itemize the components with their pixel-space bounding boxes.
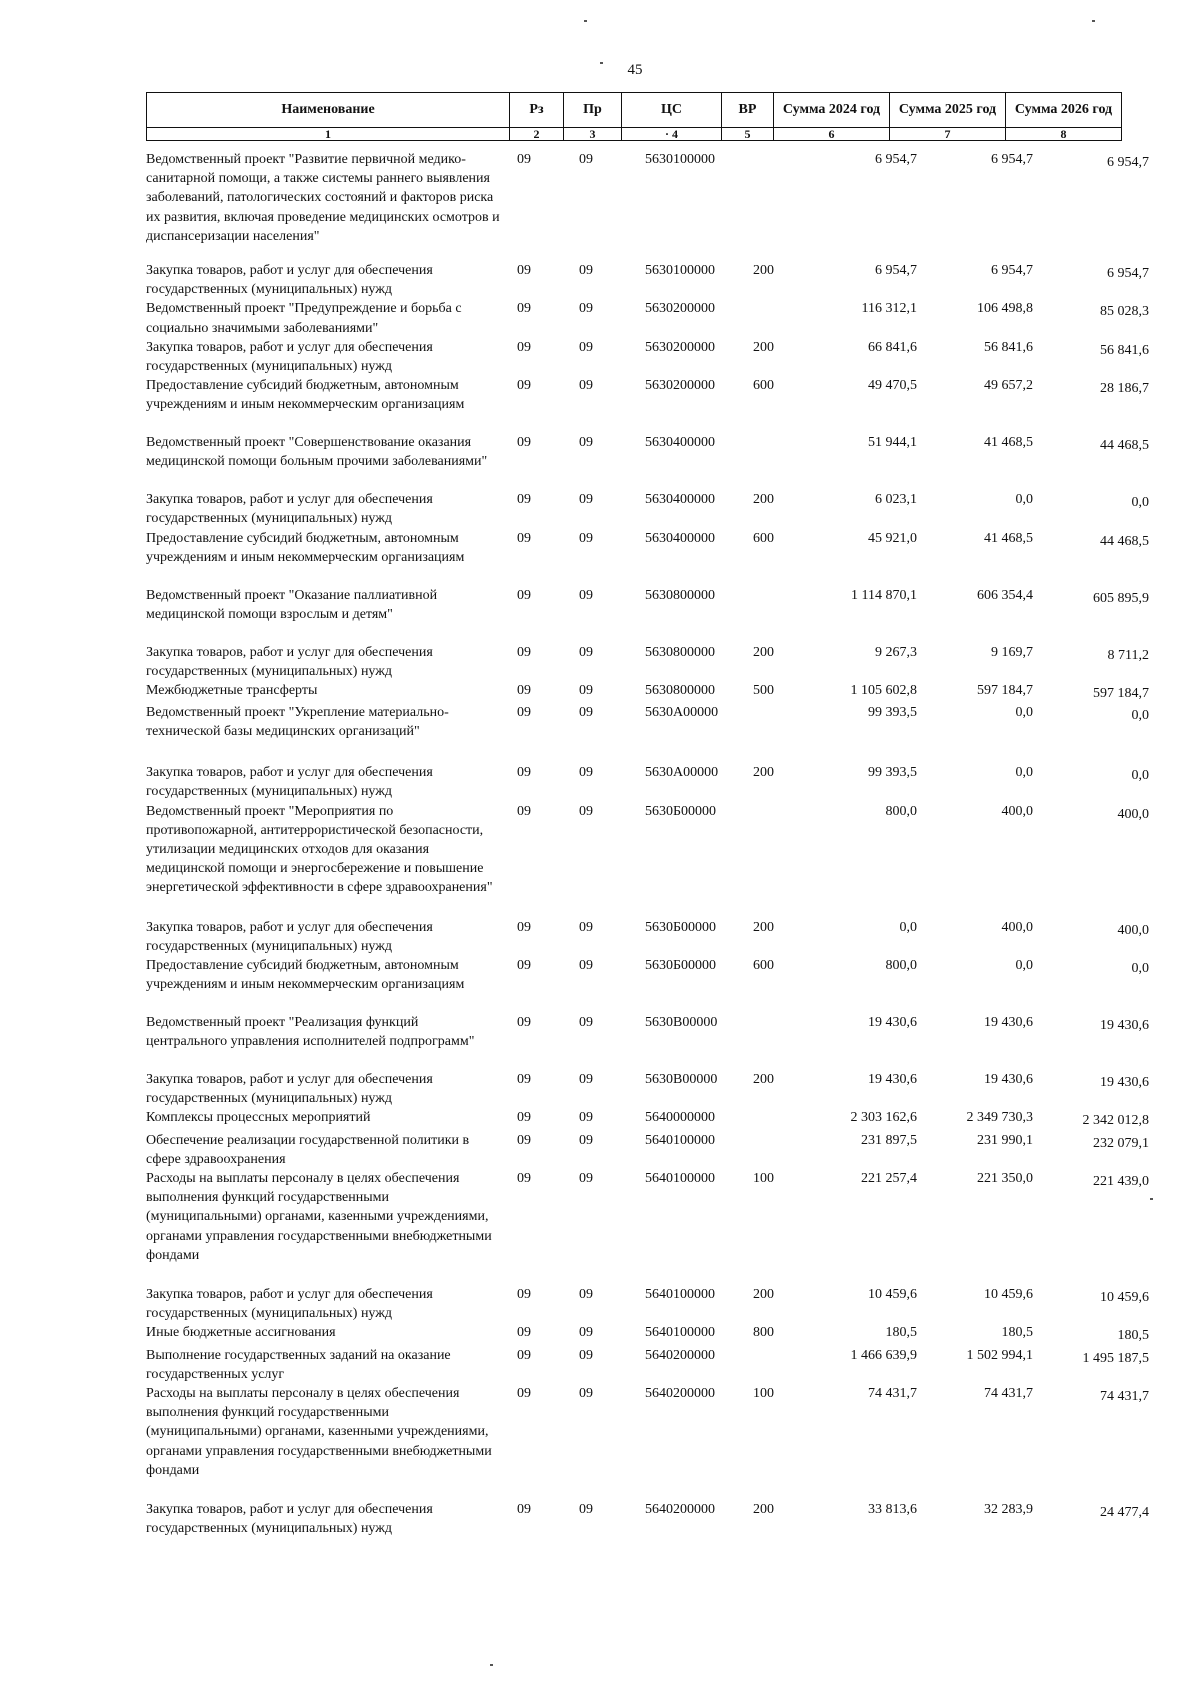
row-sum-2026: 180,5	[1117, 1328, 1149, 1344]
row-vr	[745, 1013, 805, 1070]
row-cs: 5630А00000	[645, 705, 719, 721]
row-cs: 5630А00000	[645, 765, 719, 781]
row-cs: 5630400000	[645, 492, 715, 508]
row-sum-2026: 1 495 187,5	[1082, 1350, 1149, 1366]
row-pr: 09	[579, 1132, 593, 1148]
row-cs: 5640100000	[645, 1132, 715, 1148]
row-vr	[745, 1108, 805, 1130]
row-sum-2024: 66 841,6	[868, 339, 917, 355]
row-sum-2026: 400,0	[1117, 806, 1149, 822]
row-name: Ведомственный проект "Мероприятия по противопожарной, антитеррористической безопасности, утилизации медицинских отходов для оказания медицинской помощи и энергосбережение и повышение энергетической эффективности в сфере здравоохранения"	[146, 803, 493, 896]
row-cs: 5630Б00000	[645, 958, 717, 974]
budget-table-body	[146, 150, 1153, 1540]
row-sum-2025: 41 468,5	[984, 435, 1033, 451]
column-number: 6	[774, 128, 890, 141]
row-cs: 5630200000	[645, 339, 715, 355]
row-cs: 5630800000	[645, 587, 715, 603]
row-vr	[745, 433, 805, 490]
row-cs: 5630100000	[645, 152, 715, 167]
row-rz: 09	[517, 587, 531, 603]
row-sum-2025: 6 954,7	[991, 152, 1033, 167]
row-vr	[745, 150, 805, 261]
scan-artifact-dot	[600, 62, 603, 64]
scan-artifact-dot	[584, 20, 587, 22]
row-name: Предоставление субсидий бюджетным, автономным учреждениям и иным некоммерческим организациям	[146, 530, 465, 565]
row-vr: 200	[753, 339, 774, 355]
row-cs: 5640100000	[645, 1325, 715, 1341]
row-vr	[745, 586, 805, 643]
row-sum-2024: 99 393,5	[868, 765, 917, 781]
row-sum-2024: 0,0	[899, 919, 917, 935]
row-name: Ведомственный проект "Реализация функций центрального управления исполнителей подпрограмм"	[146, 1015, 475, 1050]
table-row	[146, 1169, 1153, 1285]
table-row	[146, 490, 1153, 528]
row-sum-2026: 56 841,6	[1100, 342, 1149, 358]
table-row	[146, 956, 1153, 1013]
header-cs: ЦС	[622, 93, 722, 128]
row-sum-2025: 400,0	[1001, 803, 1033, 819]
row-pr: 09	[579, 1072, 593, 1088]
table-row	[146, 1131, 1153, 1169]
row-sum-2024: 800,0	[885, 803, 917, 819]
row-cs: 5630800000	[645, 644, 715, 660]
row-pr: 09	[579, 644, 593, 660]
row-cs: 5630Б00000	[645, 919, 717, 935]
row-vr: 200	[753, 263, 774, 278]
row-pr: 09	[579, 1287, 593, 1303]
row-vr	[745, 299, 805, 337]
row-name: Закупка товаров, работ и услуг для обеспечения государственных (муниципальных) нужд	[146, 644, 433, 679]
table-row	[146, 763, 1153, 801]
row-rz: 09	[517, 1171, 531, 1187]
row-name: Закупка товаров, работ и услуг для обеспечения государственных (муниципальных) нужд	[146, 492, 433, 527]
row-sum-2026: 0,0	[1131, 708, 1149, 724]
row-vr: 600	[753, 378, 774, 394]
row-sum-2026: 6 954,7	[1107, 155, 1149, 170]
row-rz: 09	[517, 530, 531, 546]
table-row	[146, 1285, 1153, 1323]
row-sum-2025: 0,0	[1015, 705, 1033, 721]
table-row	[146, 1500, 1153, 1540]
row-pr: 09	[579, 152, 593, 167]
row-rz: 09	[517, 683, 531, 699]
table-row	[146, 376, 1153, 433]
row-sum-2024: 9 267,3	[875, 644, 917, 660]
table-row	[146, 338, 1153, 376]
row-vr: 200	[753, 492, 774, 508]
row-sum-2025: 6 954,7	[991, 263, 1033, 278]
row-name: Ведомственный проект "Развитие первичной медико-санитарной помощи, а также системы раннего выявления заболеваний, патологических состояний и факторов риска их развития, включая проведение медицинских осмотров и диспансеризации населения"	[146, 152, 500, 244]
row-cs: 5630400000	[645, 435, 715, 451]
row-sum-2024: 1 466 639,9	[850, 1347, 917, 1363]
row-sum-2026: 400,0	[1117, 922, 1149, 938]
table-row	[146, 681, 1153, 703]
row-cs: 5630В00000	[645, 1015, 718, 1031]
row-pr: 09	[579, 263, 593, 278]
table-row	[146, 299, 1153, 337]
row-sum-2024: 2 303 162,6	[850, 1110, 917, 1126]
row-vr: 800	[753, 1325, 774, 1341]
row-sum-2024: 99 393,5	[868, 705, 917, 721]
row-vr: 200	[753, 1072, 774, 1088]
table-row	[146, 529, 1153, 586]
row-sum-2026: 2 342 012,8	[1082, 1113, 1149, 1129]
row-pr: 09	[579, 492, 593, 508]
row-pr: 09	[579, 1502, 593, 1518]
row-sum-2026: 19 430,6	[1100, 1018, 1149, 1034]
column-number: 8	[1006, 128, 1122, 141]
row-sum-2026: 232 079,1	[1093, 1135, 1149, 1151]
row-pr: 09	[579, 1386, 593, 1402]
row-sum-2025: 0,0	[1015, 492, 1033, 508]
row-sum-2024: 180,5	[885, 1325, 917, 1341]
row-rz: 09	[517, 1072, 531, 1088]
row-name: Выполнение государственных заданий на оказание государственных услуг	[146, 1347, 451, 1382]
row-sum-2025: 56 841,6	[984, 339, 1033, 355]
row-pr: 09	[579, 301, 593, 317]
row-name: Комплексы процессных мероприятий	[146, 1110, 371, 1126]
table-row	[146, 1108, 1153, 1130]
row-sum-2025: 400,0	[1001, 919, 1033, 935]
row-rz: 09	[517, 435, 531, 451]
header-pr: Пр	[564, 93, 622, 128]
row-vr	[745, 802, 805, 918]
row-cs: 5630200000	[645, 378, 715, 394]
row-cs: 5630400000	[645, 530, 715, 546]
row-cs: 5630В00000	[645, 1072, 718, 1088]
row-name: Ведомственный проект "Укрепление материально-технической базы медицинских организаций"	[146, 705, 449, 740]
row-vr: 600	[753, 530, 774, 546]
row-sum-2025: 41 468,5	[984, 530, 1033, 546]
row-cs: 5640200000	[645, 1502, 715, 1518]
row-rz: 09	[517, 492, 531, 508]
scan-artifact-dot	[1092, 20, 1095, 22]
row-cs: 5630100000	[645, 263, 715, 278]
header-sum-2026: Сумма 2026 год	[1006, 93, 1122, 128]
row-pr: 09	[579, 530, 593, 546]
row-cs: 5630Б00000	[645, 803, 717, 819]
table-row	[146, 1070, 1153, 1108]
row-sum-2026: 44 468,5	[1100, 533, 1149, 549]
row-sum-2024: 33 813,6	[868, 1502, 917, 1518]
header-sum-2025: Сумма 2025 год	[890, 93, 1006, 128]
table-row	[146, 1346, 1153, 1384]
row-sum-2025: 74 431,7	[984, 1386, 1033, 1402]
row-pr: 09	[579, 705, 593, 721]
row-sum-2026: 28 186,7	[1100, 381, 1149, 397]
row-rz: 09	[517, 1015, 531, 1031]
row-vr	[745, 1131, 805, 1169]
row-rz: 09	[517, 263, 531, 278]
row-sum-2025: 597 184,7	[977, 683, 1033, 699]
row-vr: 200	[753, 1502, 774, 1518]
row-sum-2025: 10 459,6	[984, 1287, 1033, 1303]
row-sum-2026: 597 184,7	[1093, 686, 1149, 702]
row-pr: 09	[579, 1015, 593, 1031]
row-sum-2026: 24 477,4	[1100, 1505, 1149, 1521]
row-vr: 200	[753, 765, 774, 781]
row-sum-2025: 231 990,1	[977, 1132, 1033, 1148]
row-pr: 09	[579, 587, 593, 603]
row-name: Закупка товаров, работ и услуг для обеспечения государственных (муниципальных) нужд	[146, 919, 433, 954]
row-sum-2025: 49 657,2	[984, 378, 1033, 394]
row-pr: 09	[579, 683, 593, 699]
row-name: Ведомственный проект "Предупреждение и борьба с социально значимыми заболеваниями"	[146, 301, 462, 336]
header-name: Наименование	[147, 93, 510, 128]
row-vr	[745, 1346, 805, 1384]
row-name: Закупка товаров, работ и услуг для обеспечения государственных (муниципальных) нужд	[146, 1072, 433, 1107]
row-sum-2024: 74 431,7	[868, 1386, 917, 1402]
row-cs: 5630200000	[645, 301, 715, 317]
table-row	[146, 918, 1153, 956]
row-sum-2024: 51 944,1	[868, 435, 917, 451]
row-sum-2024: 221 257,4	[861, 1171, 917, 1187]
row-rz: 09	[517, 1502, 531, 1518]
column-number: 2	[510, 128, 564, 141]
table-row	[146, 643, 1153, 681]
row-cs: 5640200000	[645, 1347, 715, 1363]
row-rz: 09	[517, 1287, 531, 1303]
row-pr: 09	[579, 1110, 593, 1126]
row-sum-2026: 19 430,6	[1100, 1075, 1149, 1091]
row-rz: 09	[517, 1132, 531, 1148]
row-cs: 5640100000	[645, 1171, 715, 1187]
row-pr: 09	[579, 1347, 593, 1363]
row-cs: 5630800000	[645, 683, 715, 699]
row-sum-2025: 19 430,6	[984, 1015, 1033, 1031]
row-sum-2024: 19 430,6	[868, 1072, 917, 1088]
row-rz: 09	[517, 1386, 531, 1402]
column-number: 1	[147, 128, 510, 141]
row-pr: 09	[579, 958, 593, 974]
row-rz: 09	[517, 1325, 531, 1341]
table-row	[146, 1323, 1153, 1345]
row-sum-2026: 6 954,7	[1107, 266, 1149, 281]
row-name: Предоставление субсидий бюджетным, автономным учреждениям и иным некоммерческим организациям	[146, 378, 465, 413]
row-rz: 09	[517, 301, 531, 317]
row-sum-2025: 221 350,0	[977, 1171, 1033, 1187]
row-sum-2024: 116 312,1	[861, 301, 917, 317]
row-sum-2026: 605 895,9	[1093, 590, 1149, 606]
row-sum-2024: 6 954,7	[875, 263, 917, 278]
scan-artifact-dot	[490, 1664, 493, 1666]
header-sum-2024: Сумма 2024 год	[774, 93, 890, 128]
row-sum-2025: 180,5	[1001, 1325, 1033, 1341]
row-pr: 09	[579, 919, 593, 935]
table-row	[146, 433, 1153, 490]
row-vr: 100	[753, 1171, 774, 1187]
row-sum-2025: 9 169,7	[991, 644, 1033, 660]
row-rz: 09	[517, 919, 531, 935]
row-name: Закупка товаров, работ и услуг для обеспечения государственных (муниципальных) нужд	[146, 1502, 433, 1537]
row-name: Предоставление субсидий бюджетным, автономным учреждениям и иным некоммерческим организациям	[146, 958, 465, 993]
row-name: Ведомственный проект "Совершенствование оказания медицинской помощи больным прочими заболеваниями"	[146, 435, 488, 470]
row-vr: 100	[753, 1386, 774, 1402]
row-pr: 09	[579, 803, 593, 819]
row-pr: 09	[579, 1325, 593, 1341]
column-number: 3	[564, 128, 622, 141]
row-rz: 09	[517, 378, 531, 394]
row-vr: 200	[753, 919, 774, 935]
row-sum-2025: 106 498,8	[977, 301, 1033, 317]
row-name: Закупка товаров, работ и услуг для обеспечения государственных (муниципальных) нужд	[146, 263, 433, 298]
row-sum-2025: 0,0	[1015, 765, 1033, 781]
table-row	[146, 1013, 1153, 1070]
row-vr	[745, 703, 805, 763]
row-sum-2026: 8 711,2	[1107, 647, 1149, 663]
row-sum-2024: 800,0	[885, 958, 917, 974]
row-name: Закупка товаров, работ и услуг для обеспечения государственных (муниципальных) нужд	[146, 1287, 433, 1322]
column-number: · 4	[622, 128, 722, 141]
row-rz: 09	[517, 958, 531, 974]
row-name: Иные бюджетные ассигнования	[146, 1325, 336, 1341]
row-sum-2026: 74 431,7	[1100, 1389, 1149, 1405]
row-sum-2025: 32 283,9	[984, 1502, 1033, 1518]
row-sum-2025: 19 430,6	[984, 1072, 1033, 1088]
row-vr: 600	[753, 958, 774, 974]
row-pr: 09	[579, 339, 593, 355]
row-rz: 09	[517, 1347, 531, 1363]
row-sum-2026: 10 459,6	[1100, 1290, 1149, 1306]
row-sum-2026: 0,0	[1131, 768, 1149, 784]
row-rz: 09	[517, 1110, 531, 1126]
row-sum-2026: 0,0	[1131, 495, 1149, 511]
row-sum-2024: 1 114 870,1	[851, 587, 917, 603]
row-name: Расходы на выплаты персоналу в целях обеспечения выполнения функций государственными (муниципальными) органами, казенными учреждениями, органами управления государственными внебюджетными фондами	[146, 1386, 492, 1478]
row-sum-2024: 10 459,6	[868, 1287, 917, 1303]
header-vr: ВР	[722, 93, 774, 128]
row-sum-2025: 606 354,4	[977, 587, 1033, 603]
table-row	[146, 1384, 1153, 1500]
row-sum-2024: 231 897,5	[861, 1132, 917, 1148]
row-rz: 09	[517, 765, 531, 781]
row-rz: 09	[517, 705, 531, 721]
row-sum-2024: 45 921,0	[868, 530, 917, 546]
row-sum-2026: 221 439,0	[1093, 1174, 1149, 1190]
row-pr: 09	[579, 765, 593, 781]
table-row	[146, 150, 1153, 261]
row-vr: 500	[753, 683, 774, 699]
row-name: Ведомственный проект "Оказание паллиативной медицинской помощи взрослым и детям"	[146, 587, 438, 622]
row-sum-2024: 49 470,5	[868, 378, 917, 394]
row-sum-2024: 1 105 602,8	[850, 683, 917, 699]
row-sum-2026: 85 028,3	[1100, 304, 1149, 320]
row-cs: 5640200000	[645, 1386, 715, 1402]
row-vr: 200	[753, 1287, 774, 1303]
row-cs: 5640000000	[645, 1110, 715, 1126]
row-sum-2025: 2 349 730,3	[966, 1110, 1033, 1126]
row-sum-2024: 19 430,6	[868, 1015, 917, 1031]
row-sum-2026: 0,0	[1131, 961, 1149, 977]
row-cs: 5640100000	[645, 1287, 715, 1303]
row-sum-2025: 0,0	[1015, 958, 1033, 974]
table-row	[146, 802, 1153, 918]
header-rz: Рз	[510, 93, 564, 128]
column-number: 7	[890, 128, 1006, 141]
row-name: Закупка товаров, работ и услуг для обеспечения государственных (муниципальных) нужд	[146, 339, 433, 375]
row-pr: 09	[579, 1171, 593, 1187]
column-number: 5	[722, 128, 774, 141]
row-sum-2024: 6 954,7	[875, 152, 917, 167]
page-number: 45	[627, 62, 643, 78]
row-sum-2026: 44 468,5	[1100, 438, 1149, 454]
table-header	[146, 92, 1122, 141]
row-pr: 09	[579, 378, 593, 394]
row-rz: 09	[517, 803, 531, 819]
row-name: Закупка товаров, работ и услуг для обеспечения государственных (муниципальных) нужд	[146, 765, 433, 800]
row-vr: 200	[753, 644, 774, 660]
row-rz: 09	[517, 644, 531, 660]
row-sum-2025: 1 502 994,1	[966, 1347, 1033, 1363]
row-rz: 09	[517, 152, 531, 167]
table-row	[146, 261, 1153, 299]
row-name: Межбюджетные трансферты	[146, 683, 318, 699]
row-sum-2024: 6 023,1	[875, 492, 917, 508]
row-name: Расходы на выплаты персоналу в целях обеспечения выполнения функций государственными (муниципальными) органами, казенными учреждениями, органами управления государственными внебюджетными фондами	[146, 1171, 492, 1263]
table-row	[146, 586, 1153, 643]
row-pr: 09	[579, 435, 593, 451]
row-name: Обеспечение реализации государственной политики в сфере здравоохранения	[146, 1132, 470, 1167]
row-rz: 09	[517, 339, 531, 355]
table-row	[146, 703, 1153, 763]
